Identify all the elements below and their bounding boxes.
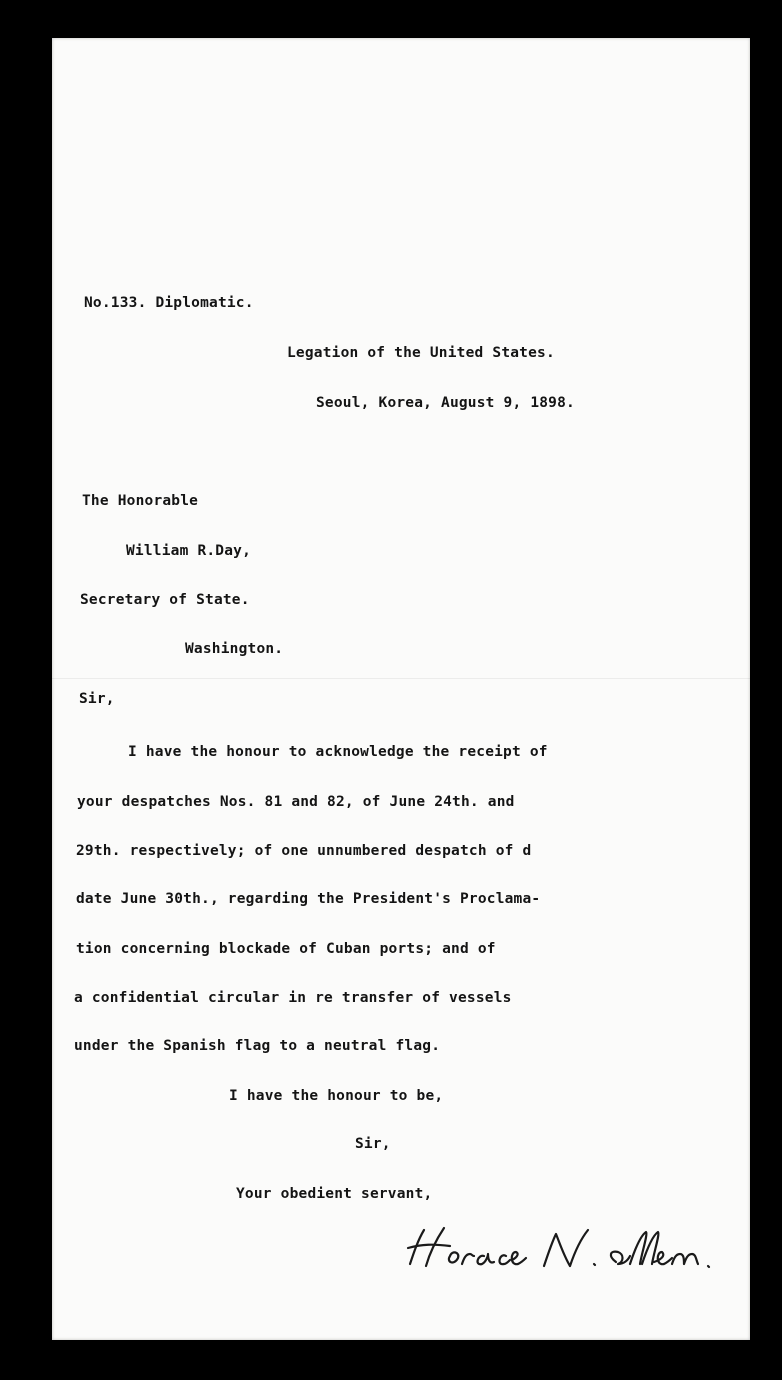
sender-legation: Legation of the United States.: [287, 345, 555, 361]
handwritten-signature: [404, 1222, 716, 1274]
salutation: Sir,: [79, 691, 115, 707]
body-line-5: tion concerning blockade of Cuban ports; and of: [76, 941, 496, 957]
addressee-line-1: The Honorable: [82, 493, 199, 509]
addressee-line-4: Washington.: [185, 641, 284, 657]
body-line-4: date June 30th., regarding the President's Proclama-: [76, 891, 541, 907]
letter-page: [52, 38, 750, 1340]
addressee-line-3: Secretary of State.: [80, 592, 250, 608]
closing-line-3: Your obedient servant,: [236, 1186, 433, 1202]
body-line-6: a confidential circular in re transfer of vessels: [74, 990, 512, 1006]
place-date: Seoul, Korea, August 9, 1898.: [316, 395, 575, 411]
closing-line-1: I have the honour to be,: [229, 1088, 444, 1104]
reference-number: No.133. Diplomatic.: [84, 295, 254, 311]
body-line-3: 29th. respectively; of one unnumbered despatch of d: [76, 843, 532, 859]
addressee-line-2: William R.Day,: [126, 543, 252, 559]
body-line-1: I have the honour to acknowledge the receipt of: [128, 744, 548, 760]
body-line-2: your despatches Nos. 81 and 82, of June 24th. and: [77, 794, 515, 810]
body-line-7: under the Spanish flag to a neutral flag.: [74, 1038, 441, 1054]
closing-line-2: Sir,: [355, 1136, 391, 1152]
